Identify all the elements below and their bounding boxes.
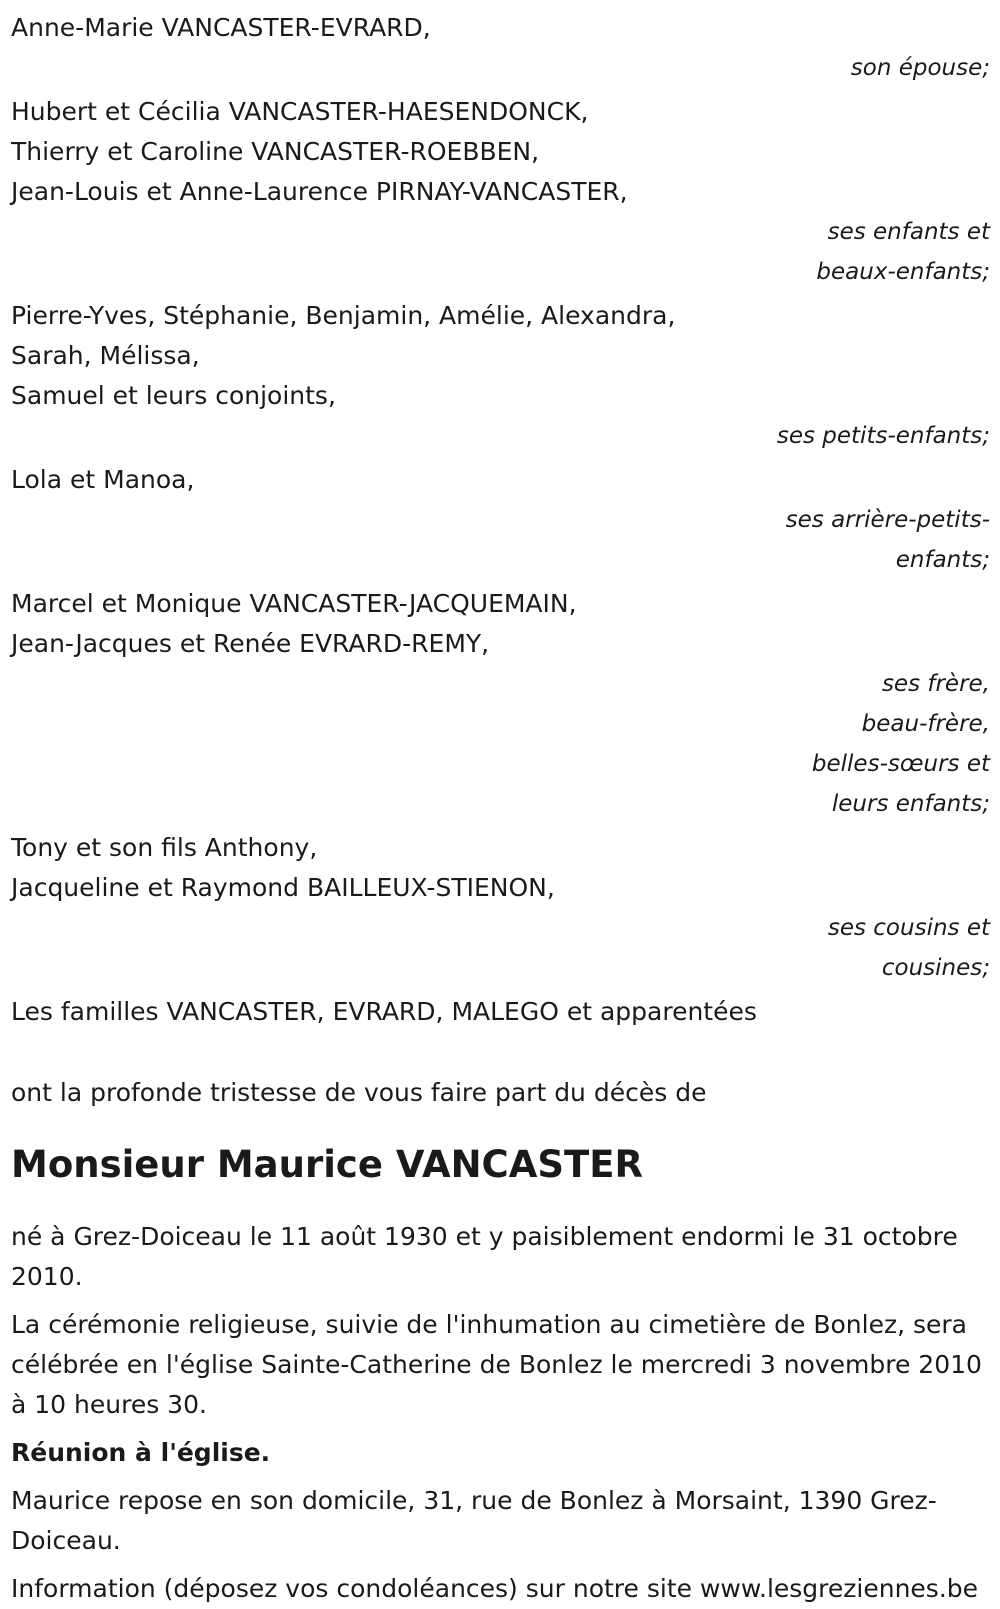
family-role-line: beau-frère, xyxy=(861,711,990,737)
family-role-line: son épouse; xyxy=(850,55,990,81)
announcement-text: ont la profonde tristesse de vous faire part du décès de xyxy=(11,1078,707,1107)
family-group-cousins xyxy=(11,828,990,988)
family-name-line: Anne-Marie VANCASTER-EVRARD, xyxy=(11,13,431,42)
family-group-siblings xyxy=(11,584,990,824)
family-name-line: Samuel et leurs conjoints, xyxy=(11,381,336,410)
family-name-line: Pierre-Yves, Stéphanie, Benjamin, Amélie, Alexandra, xyxy=(11,301,676,330)
family-role-line: ses enfants et xyxy=(827,219,990,245)
spacer xyxy=(11,1193,990,1217)
family-role-line: cousines; xyxy=(881,955,990,981)
spacer xyxy=(11,1032,990,1073)
family-role-line: ses petits-enfants; xyxy=(776,423,990,449)
birth-death-paragraph: né à Grez-Doiceau le 11 août 1930 et y paisiblement endormi le 31 octobre 2010. xyxy=(11,1222,958,1291)
family-role-line: enfants; xyxy=(895,547,990,573)
spacer xyxy=(11,1113,990,1137)
family-name-line: Tony et son fils Anthony, xyxy=(11,833,318,862)
family-name-line: Sarah, Mélissa, xyxy=(11,341,200,370)
family-group-spouse xyxy=(11,8,990,88)
family-role-line: ses arrière-petits- xyxy=(785,507,990,533)
deceased-name: Monsieur Maurice VANCASTER xyxy=(11,1143,643,1186)
family-name-line: Jean-Jacques et Renée EVRARD-REMY, xyxy=(11,629,490,658)
family-group-great-grandchildren xyxy=(11,460,990,580)
families-line: Les familles VANCASTER, EVRARD, MALEGO et apparentées xyxy=(11,997,757,1026)
family-group-children xyxy=(11,92,990,292)
family-group-grandchildren xyxy=(11,296,990,456)
meeting-note: Réunion à l'église. xyxy=(11,1438,271,1467)
family-name-line: Jean-Louis et Anne-Laurence PIRNAY-VANCASTER, xyxy=(11,177,628,206)
family-role-line: leurs enfants; xyxy=(831,791,990,817)
family-name-line: Thierry et Caroline VANCASTER-ROEBBEN, xyxy=(11,137,540,166)
family-role-line: beaux-enfants; xyxy=(816,259,990,285)
family-role-line: ses frère, xyxy=(881,671,990,697)
repose-paragraph: Maurice repose en son domicile, 31, rue de Bonlez à Morsaint, 1390 Grez-Doiceau. xyxy=(11,1486,937,1555)
family-name-line: Jacqueline et Raymond BAILLEUX-STIENON, xyxy=(11,873,555,902)
family-role-line: ses cousins et xyxy=(827,915,990,941)
family-role-line: belles-sœurs et xyxy=(811,751,990,777)
family-name-line: Hubert et Cécilia VANCASTER-HAESENDONCK, xyxy=(11,97,589,126)
ceremony-paragraph: La cérémonie religieuse, suivie de l'inhumation au cimetière de Bonlez, sera célébrée en l'église Sainte-Catherine de Bonlez le mercredi 3 novembre 2010 à 10 heures 30. xyxy=(11,1310,982,1419)
family-name-line: Marcel et Monique VANCASTER-JACQUEMAIN, xyxy=(11,589,577,618)
family-name-line: Lola et Manoa, xyxy=(11,465,195,494)
info-paragraph: Information (déposez vos condoléances) sur notre site www.lesgreziennes.be xyxy=(11,1574,979,1603)
